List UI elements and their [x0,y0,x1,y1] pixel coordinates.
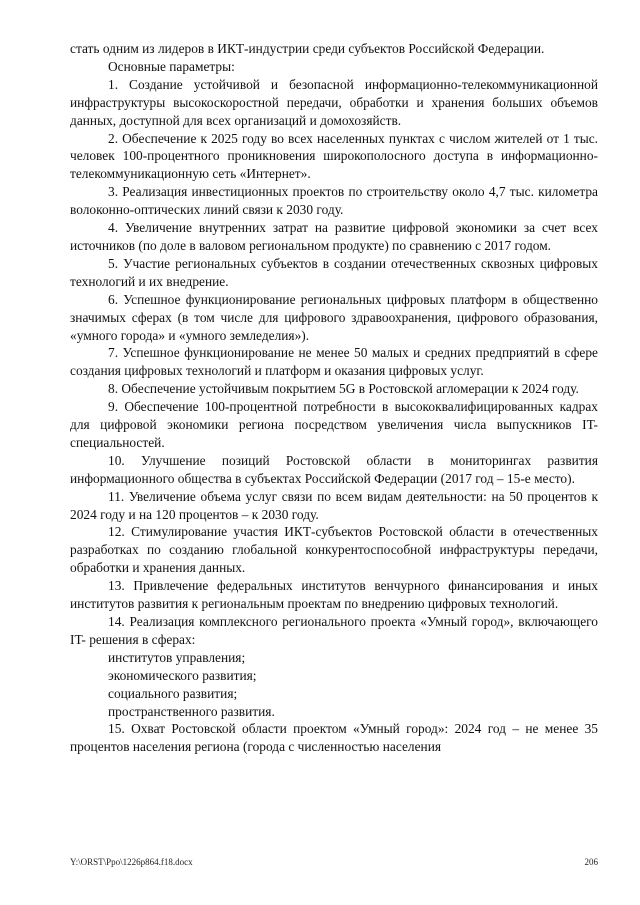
footer-file-path: Y:\ORST\Ppo\1226p864.f18.docx [70,857,193,867]
paragraph-item-2: 2. Обеспечение к 2025 году во всех населенных пунктах с числом жителей от 1 тыс. человек 100-процентного проникновения широкополосного доступа в информационно-телекоммуникационную сеть «Интернет». [70,130,598,182]
footer-page-number: 206 [584,857,598,867]
paragraph-main-parameters-heading: Основные параметры: [108,58,235,74]
sub-item-spatial: пространственного развития. [108,703,275,719]
paragraph-item-9: 9. Обеспечение 100-процентной потребности в высококвалифицированных кадрах для цифровой экономики региона посредством увеличения числа выпускников IT-специальностей. [70,399,598,450]
paragraph-item-13: 13. Привлечение федеральных институтов венчурного финансирования и иных институтов развития к региональным проектам по внедрению цифровых технологий. [70,578,598,612]
paragraph-item-1: 1. Создание устойчивой и безопасной информационно-телекоммуникационной инфраструктуры высокоскоростной передачи, обработки и хранения больших объемов данных, доступной для всех организаций и домохозяйств. [70,76,598,128]
page-footer [70,857,598,867]
paragraph-item-6: 6. Успешное функционирование региональных цифровых платформ в общественно значимых сферах (в том числе для цифрового здравоохранения, цифрового образования, «умного города» и «умного земледелия»). [70,291,598,343]
paragraph-item-4: 4. Увеличение внутренних затрат на развитие цифровой экономики за счет всех источников (по доле в валовом региональном продукте) по сравнению с 2017 годом. [70,220,598,253]
paragraph-intro-continued: стать одним из лидеров в ИКТ-индустрии среди субъектов Российской Федерации. [70,41,545,56]
paragraph-item-11: 11. Увеличение объема услуг связи по всем видам деятельности: на 50 процентов к 2024 году и на 120 процентов – к 2030 году. [70,488,598,522]
document-body [70,40,598,756]
paragraph-item-14: 14. Реализация комплексного регионального проекта «Умный город», включающего IT- решения в сферах: [70,614,598,647]
paragraph-item-5: 5. Участие региональных субъектов в создании отечественных сквозных цифровых технологий и их внедрение. [70,255,598,289]
paragraph-item-8: 8. Обеспечение устойчивым покрытием 5G в Ростовской агломерации к 2024 году. [108,381,579,397]
sub-item-social: социального развития; [108,685,238,701]
paragraph-item-10: 10. Улучшение позиций Ростовской области в мониторингах развития информационного общества в субъектах Российской Федерации (2017 год – 15-е место). [70,452,598,486]
sub-item-economic: экономического развития; [108,667,257,683]
paragraph-item-15: 15. Охват Ростовской области проектом «Умный город»: 2024 год – не менее 35 процентов населения региона (города с численностью населения [70,721,598,755]
paragraph-item-12: 12. Стимулирование участия ИКТ-субъектов Ростовской области в отечественных разработках по созданию глобальной конкурентоспособной инфраструктуры передачи, обработки и хранения данных. [70,524,598,576]
sub-item-management: институтов управления; [108,649,246,665]
paragraph-item-3: 3. Реализация инвестиционных проектов по строительству около 4,7 тыс. километра волоконно-оптических линий связи к 2030 году. [70,184,598,218]
paragraph-item-7: 7. Успешное функционирование не менее 50 малых и средних предприятий в сфере создания цифровых технологий и платформ и оказания цифровых услуг. [70,345,598,379]
